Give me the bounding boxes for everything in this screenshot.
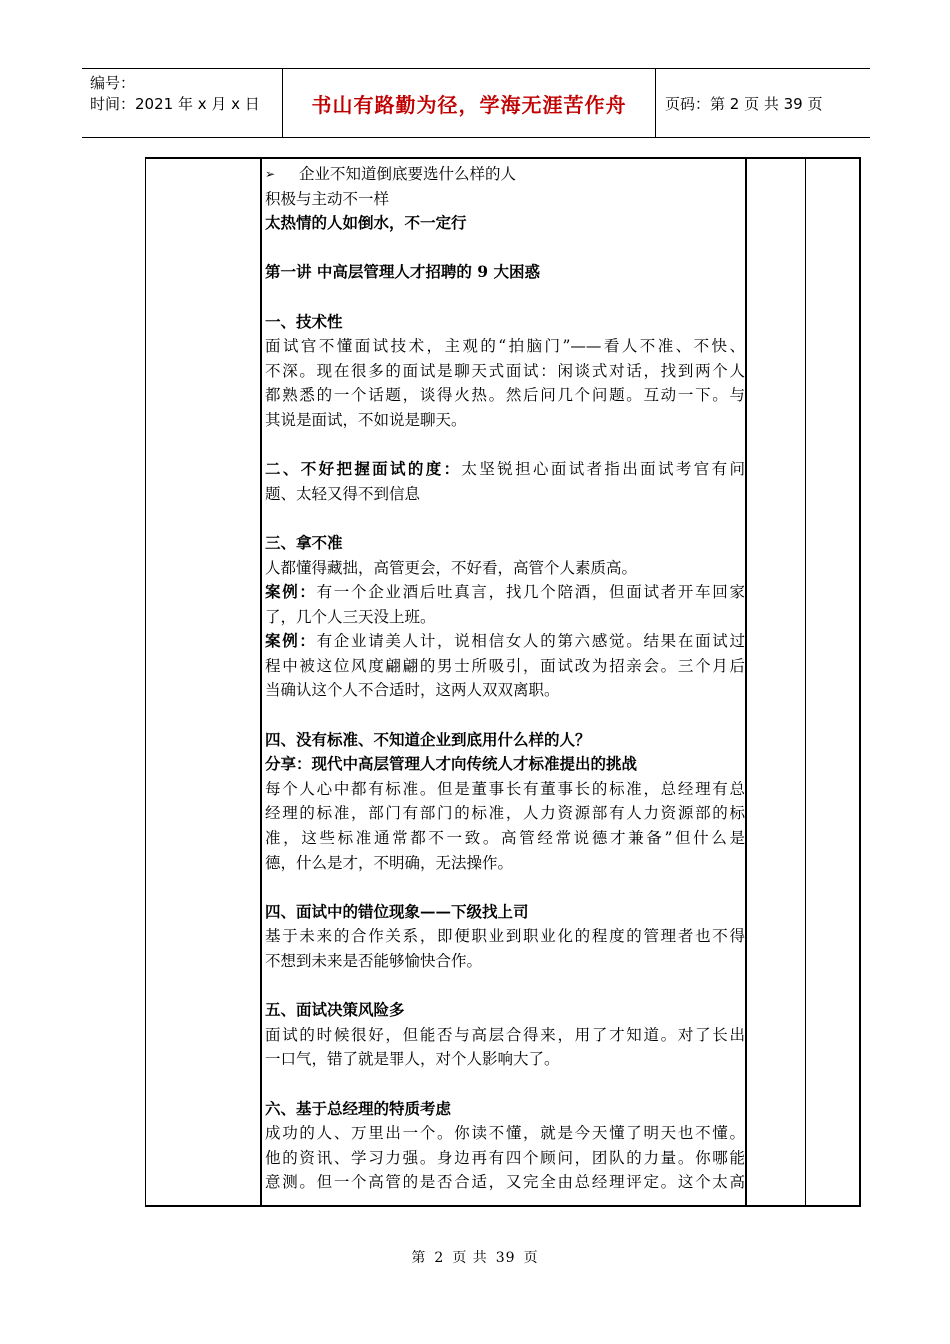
body-line: 他的资讯、学习力强。身边再有四个顾问，团队的力量。你哪能: [265, 1148, 745, 1167]
case-line: [265, 629, 745, 654]
body-line: 当确认这个人不合适时，这两人双双离职。: [265, 681, 560, 700]
header-motto-cell: [283, 69, 656, 137]
arrow-bullet-icon: ➢: [265, 167, 276, 181]
body-line: 准，这些标准通常都不一致。高管经常说德才兼备”但什么是: [265, 829, 745, 848]
body-text: 太坚锐担心面试者指出面试考官有问: [461, 460, 745, 479]
body-line: 都熟悉的一个话题，谈得火热。然后问几个问题。互动一下。与: [265, 386, 745, 405]
bullet-text: 企业不知道倒底要选什么样的人: [299, 165, 517, 183]
section-heading: 二、不好把握面试的度：: [265, 459, 462, 479]
section-heading: 四、面试中的错位现象——下级找上司: [265, 901, 529, 921]
section-heading: 五、面试决策风险多: [265, 1000, 405, 1020]
header-meta-cell: [82, 69, 283, 137]
table-divider-3: [805, 157, 806, 1207]
body-line: 面试的时候很好，但能否与高层合得来，用了才知道。对了长出: [265, 1025, 745, 1044]
body-line: 基于未来的合作关系，即便职业到职业化的程度的管理者也不得: [265, 927, 745, 946]
case-label: 案例：: [265, 582, 317, 602]
table-divider-1: [260, 157, 262, 1207]
table-top-border: [145, 157, 861, 159]
body-text: 有企业请美人计，说相信女人的第六感觉。结果在面试过: [316, 632, 745, 651]
page-header: [82, 68, 870, 138]
section-heading-inline: [265, 457, 745, 482]
body-line: 题、太轻又得不到信息: [265, 484, 421, 503]
section-heading: 四、没有标准、不知道企业到底用什么样的人？: [265, 729, 591, 749]
section-heading: 六、基于总经理的特质考虑: [265, 1098, 452, 1118]
case-line: [265, 580, 745, 605]
footer-mid: 页 共: [452, 1250, 488, 1266]
case-label: 案例：: [265, 631, 317, 651]
body-line: 意测。但一个高管的是否合适，又完全由总经理评定。这个太高: [265, 1173, 745, 1192]
body-line-bold: 太热情的人如倒水，不一定行: [265, 213, 467, 233]
share-heading: 分享：现代中高层管理人才向传统人才标准提出的挑战: [265, 754, 638, 774]
footer-total-pages: 39: [495, 1250, 516, 1266]
bullet-item: [265, 162, 745, 187]
table-left-border: [145, 157, 146, 1207]
body-line: 面试官不懂面试技术，主观的“拍脑门”——看人不准、不快、: [265, 337, 745, 356]
body-line: 不想到未来是否能够愉快合作。: [265, 952, 483, 970]
body-line: 积极与主动不一样: [265, 189, 390, 208]
body-line: 人都懂得藏拙，高管更会，不好看，高管个人素质高。: [265, 558, 638, 577]
document-body: [265, 162, 745, 1205]
section-heading: 一、技术性: [265, 311, 343, 331]
body-line: 成功的人、万里出一个。你读不懂，就是今天懂了明天也不懂。: [265, 1124, 745, 1143]
document-date: 时间：2021 年 x 月 x 日: [90, 95, 260, 113]
header-motto: 书山有路勤为径，学海无涯苦作舟: [311, 92, 627, 117]
table-divider-2: [745, 157, 747, 1207]
body-line: 每个人心中都有标准。但是董事长有董事长的标准，总经理有总: [265, 779, 745, 798]
body-line: 经理的标准，部门有部门的标准，人力资源部有人力资源部的标: [265, 804, 745, 823]
footer-page-number: 2: [434, 1250, 445, 1266]
body-line: 一口气，错了就是罪人，对个人影响大了。: [265, 1050, 560, 1069]
body-line: 程中被这位风度翩翩的男士所吸引，面试改为招亲会。三个月后: [265, 656, 745, 675]
header-page-info: 页码：第 2 页 共 39 页: [665, 94, 823, 113]
body-text: 有一个企业酒后吐真言，找几个陪酒，但面试者开车回家: [316, 583, 745, 602]
body-line: 其说是面试，不如说是聊天。: [265, 410, 467, 429]
lecture-title: 第一讲 中高层管理人才招聘的 9 大困惑: [265, 262, 540, 282]
page-footer: [0, 1247, 950, 1267]
body-line: 德，什么是才，不明确，无法操作。: [265, 853, 514, 872]
table-right-border: [859, 157, 861, 1207]
section-heading: 三、拿不准: [265, 532, 343, 552]
footer-prefix: 第: [411, 1250, 427, 1266]
body-line: 了，几个人三天没上班。: [265, 607, 436, 626]
table-bottom-border: [145, 1205, 861, 1207]
body-line: 不深。现在很多的面试是聊天式面试：闲谈式对话，找到两个人: [265, 361, 745, 380]
header-page-cell: [656, 69, 870, 137]
document-number-label: 编号：: [90, 74, 136, 92]
footer-suffix: 页: [523, 1250, 539, 1266]
